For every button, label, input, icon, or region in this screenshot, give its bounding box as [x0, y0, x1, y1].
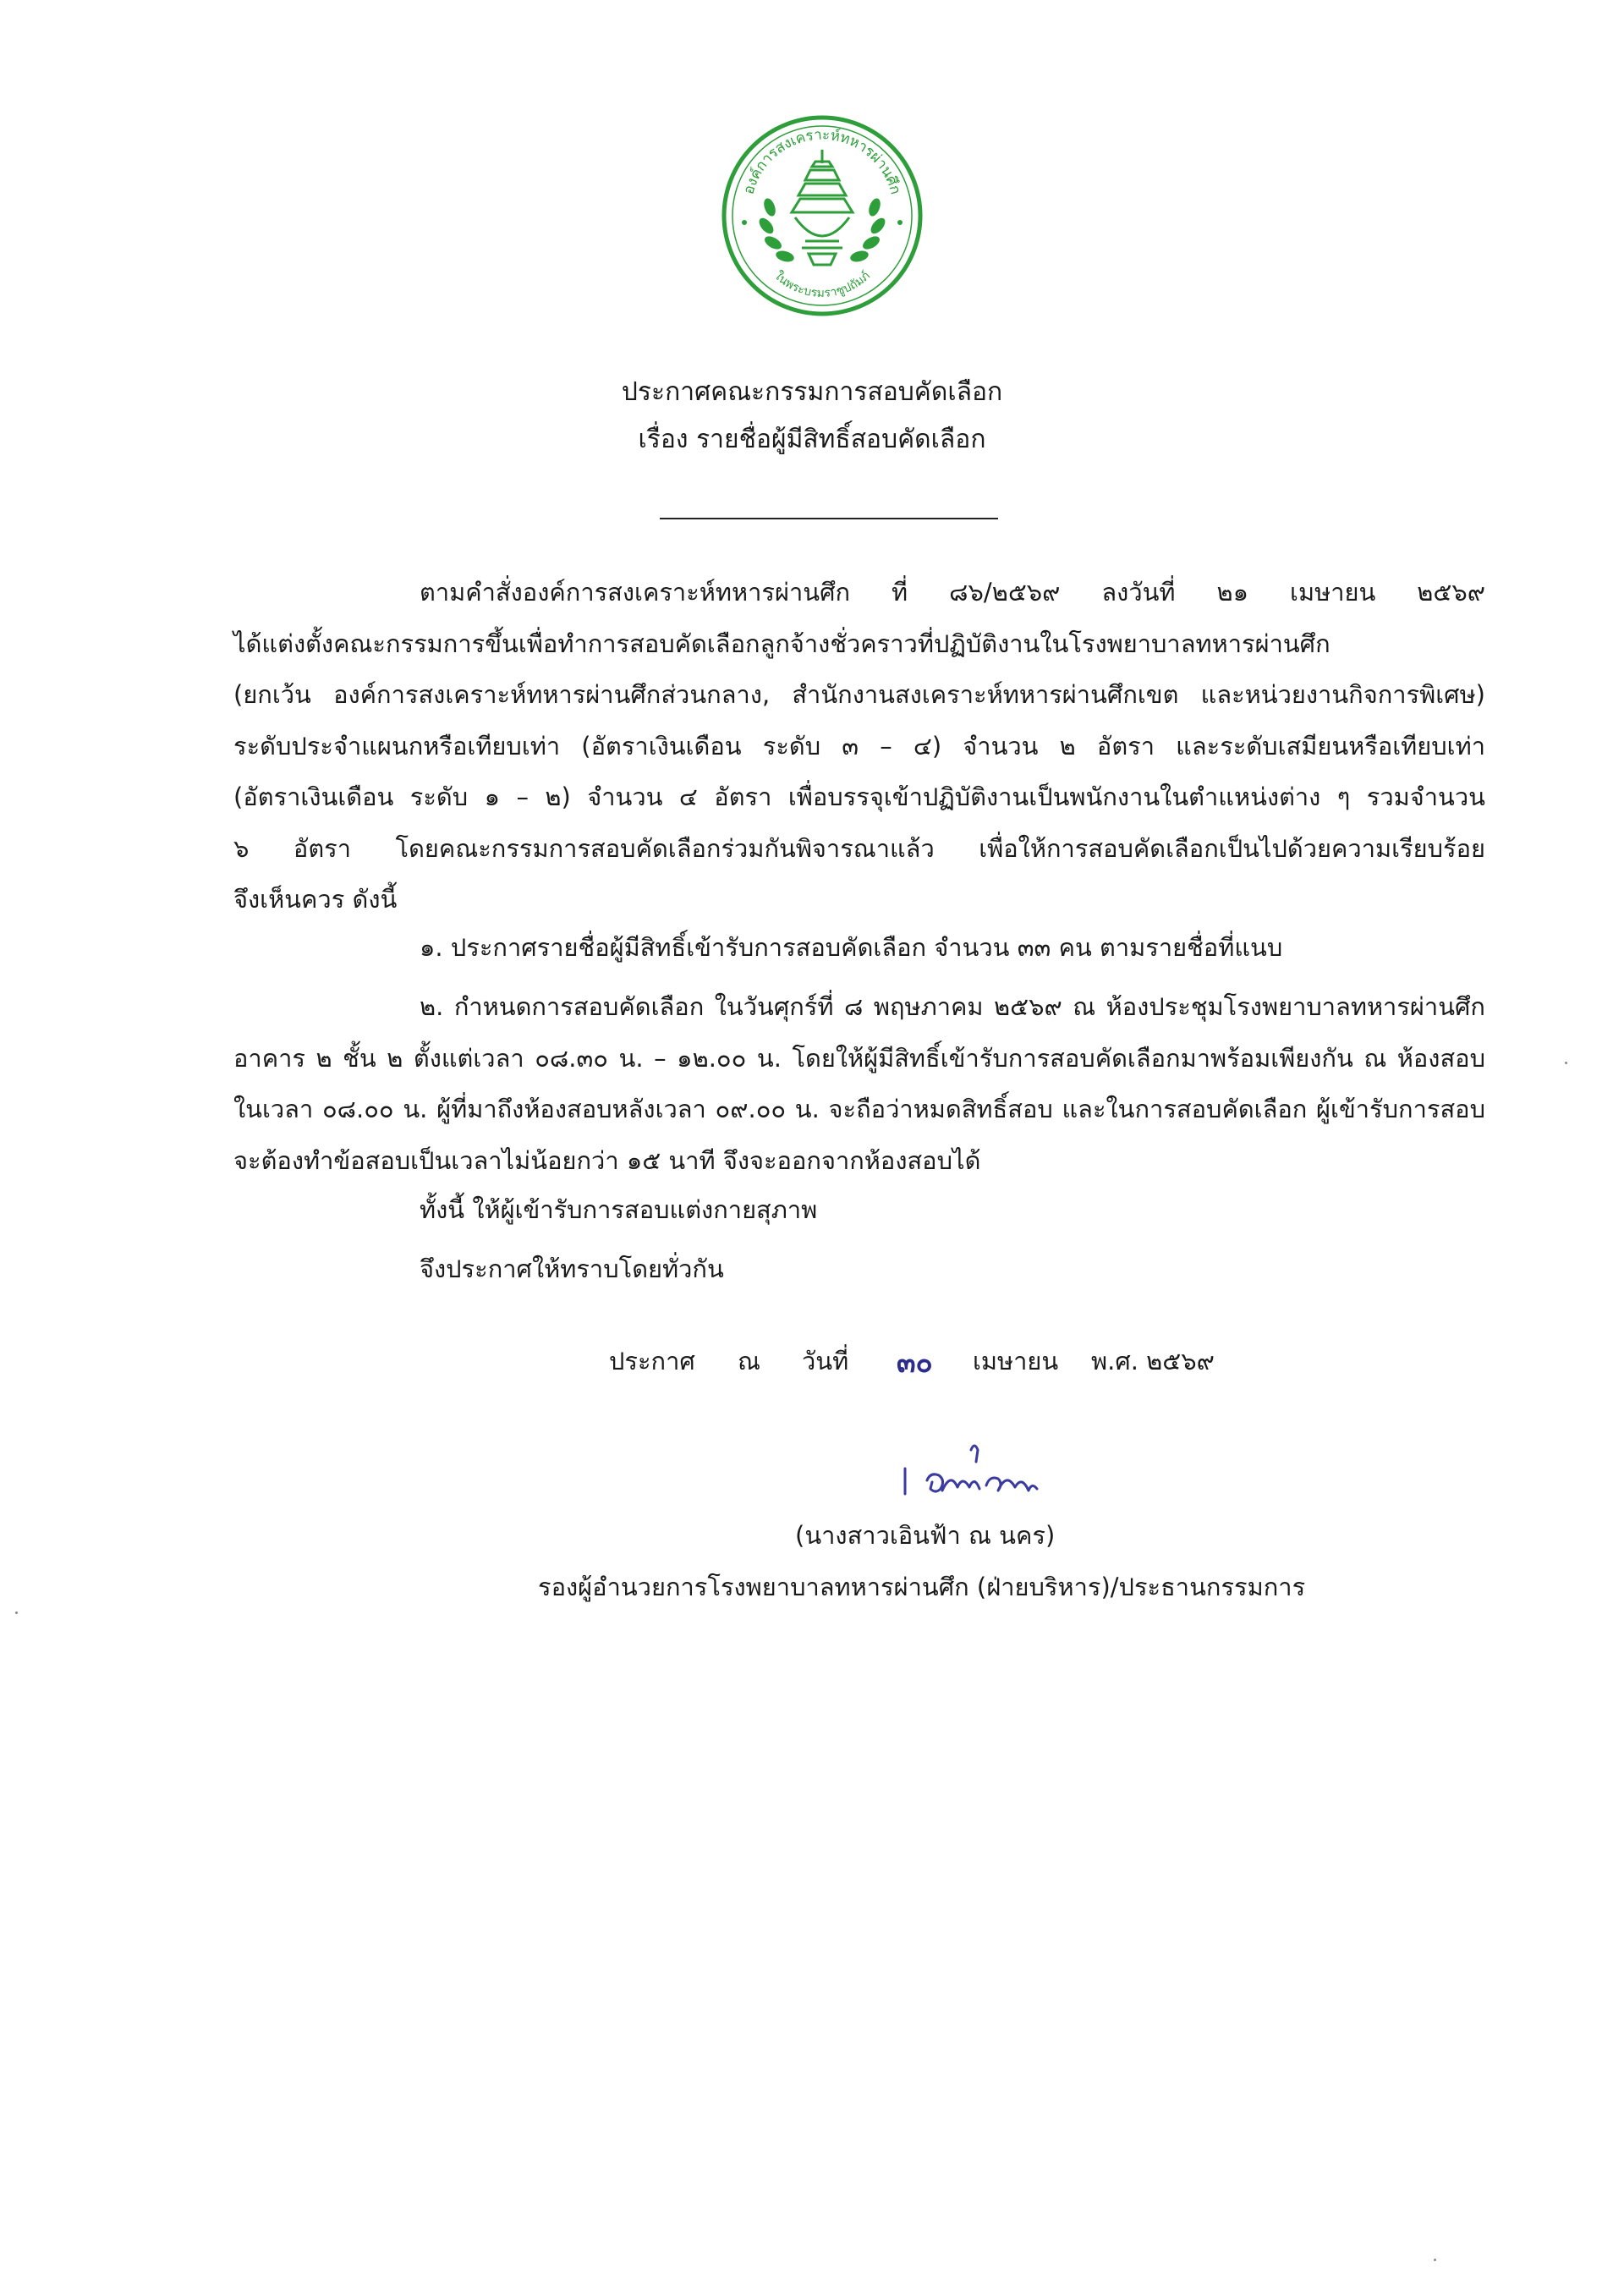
item-1-text: ๑. ประกาศรายชื่อผู้มีสิทธิ์เข้ารับการสอบคัดเลือก จำนวน ๓๓ คน ตามรายชื่อที่แนบ — [420, 933, 1283, 962]
svg-text:ในพระบรมราชูปถัมภ์ — [771, 268, 873, 300]
signer-name: (นางสาวเอินฟ้า ณ นคร) — [795, 1521, 1056, 1550]
item-2-line: ในเวลา ๐๘.๐๐ น. ผู้ที่มาถึงห้องสอบหลังเวลา ๐๙.๐๐ น. จะถือว่าหมดสิทธิ์สอบ และในการสอบคัดเลือก ผู้เข้ารับการสอบ — [233, 1095, 1485, 1123]
intro-line: ระดับประจำแผนกหรือเทียบเท่า (อัตราเงินเดือน ระดับ ๓ – ๔) จำนวน ๒ อัตรา และระดับเสมียนหรือเทียบเท่า — [233, 731, 1485, 760]
handwritten-signature-icon — [880, 1438, 1066, 1514]
title-divider — [660, 518, 998, 519]
intro-paragraph — [233, 567, 1485, 925]
day-value: ๓๐ — [897, 1346, 933, 1379]
announce-at: ณ — [738, 1347, 760, 1375]
scan-speck — [15, 1611, 18, 1614]
year-value: พ.ศ. ๒๕๖๙ — [1091, 1347, 1215, 1375]
announcement-subject: เรื่อง รายชื่อผู้มีสิทธิ์สอบคัดเลือก — [638, 425, 986, 454]
closing — [233, 1244, 1485, 1295]
intro-line: จึงเห็นควร ดังนี้ — [233, 885, 398, 914]
item-1 — [233, 922, 1485, 974]
intro-line: ตามคำสั่งองค์การสงเคราะห์ทหารผ่านศึก ที่ ๘๖/๒๕๖๙ ลงวันที่ ๒๑ เมษายน ๒๕๖๙ — [420, 578, 1485, 607]
intro-line: ได้แต่งตั้งคณะกรรมการขึ้นเพื่อทำการสอบคัดเลือกลูกจ้างชั่วคราวที่ปฏิบัติงานในโรงพยาบาลทหารผ่านศึก — [233, 629, 1330, 658]
intro-line: (อัตราเงินเดือน ระดับ ๑ – ๒) จำนวน ๔ อัตรา เพื่อบรรจุเข้าปฏิบัติงานเป็นพนักงานในตำแหน่งต่าง ๆ รวมจำนวน — [233, 782, 1485, 811]
intro-line: ๖ อัตรา โดยคณะกรรมการสอบคัดเลือกร่วมกันพิจารณาแล้ว เพื่อให้การสอบคัดเลือกเป็นไปด้วยความเรียบร้อย — [233, 833, 1485, 863]
announcement-title: ประกาศคณะกรรมการสอบคัดเลือก — [621, 377, 1003, 407]
scan-speck — [1565, 1062, 1567, 1064]
item-2-line: จะต้องทำข้อสอบเป็นเวลาไม่น้อยกว่า ๑๕ นาที จึงจะออกจากห้องสอบได้ — [233, 1145, 981, 1175]
intro-line: (ยกเว้น องค์การสงเคราะห์ทหารผ่านศึกส่วนกลาง, สำนักงานสงเคราะห์ทหารผ่านศึกเขต และหน่วยงานกิจการพิเศษ) — [233, 680, 1485, 709]
scan-speck — [1434, 2259, 1436, 2261]
item-2-line: ๒. กำหนดการสอบคัดเลือก ในวันศุกร์ที่ ๘ พฤษภาคม ๒๕๖๙ ณ ห้องประชุมโรงพยาบาลทหารผ่านศึก — [420, 992, 1485, 1021]
logo-text-bottom: ในพระบรมราชูปถัมภ์ — [771, 269, 873, 300]
closing-text: จึงประกาศให้ทราบโดยทั่วกัน — [420, 1255, 724, 1283]
announce-label: ประกาศ — [609, 1347, 695, 1375]
logo-text-top: องค์การสงเคราะห์ทหารผ่านศึก — [740, 126, 904, 197]
signer-position: รองผู้อำนวยการโรงพยาบาลทหารผ่านศึก (ฝ่ายบริหาร)/ประธานกรรมการ — [538, 1573, 1306, 1601]
item-2 — [233, 981, 1485, 1186]
dress-note — [233, 1184, 1485, 1236]
month-value: เมษายน — [973, 1347, 1059, 1375]
seal-logo-icon — [721, 114, 924, 317]
announce-date — [609, 1342, 1455, 1384]
item-2-line: อาคาร ๒ ชั้น ๒ ตั้งแต่เวลา ๐๘.๓๐ น. – ๑๒.๐๐ น. โดยให้ผู้มีสิทธิ์เข้ารับการสอบคัดเลือกมาพร้อมเพียงกัน ณ ห้องสอบ — [233, 1043, 1485, 1073]
dress-note-text: ทั้งนี้ ให้ผู้เข้ารับการสอบแต่งกายสุภาพ — [420, 1195, 818, 1224]
day-label: วันที่ — [802, 1347, 849, 1375]
